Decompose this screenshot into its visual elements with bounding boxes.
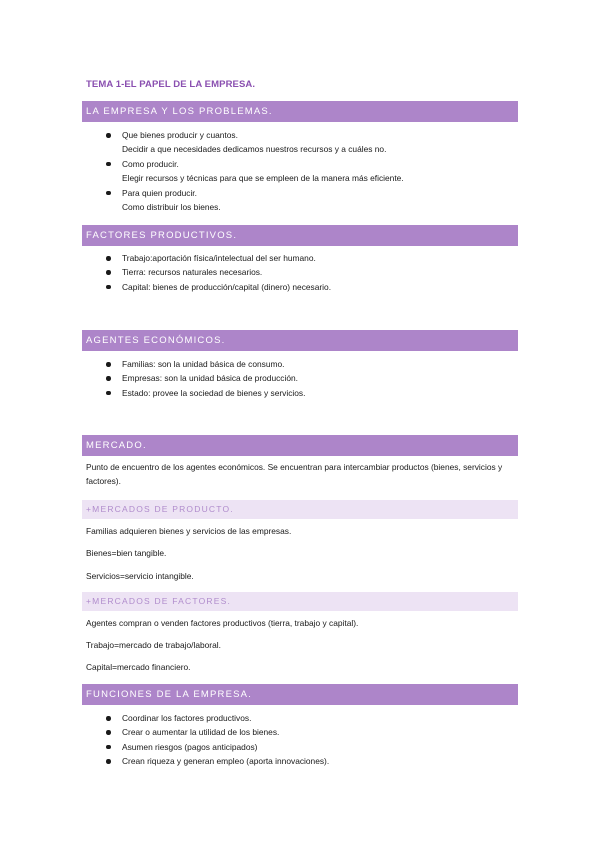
list-item-text: Crear o aumentar la utilidad de los bienes. bbox=[122, 727, 280, 738]
list-item bbox=[82, 157, 518, 186]
section-heading-agentes: AGENTES ECONÓMICOS. bbox=[82, 330, 518, 351]
mercado-intro: Punto de encuentro de los agentes económicos. Se encuentran para intercambiar productos (bienes, servicios y factores). bbox=[86, 462, 503, 487]
document-title: TEMA 1-EL PAPEL DE LA EMPRESA. bbox=[86, 79, 256, 90]
list-item-text: Como producir. bbox=[122, 158, 179, 169]
list-item bbox=[82, 386, 518, 400]
list-item-detail: Decidir a que necesidades dedicamos nuestros recursos y a cuáles no. bbox=[122, 144, 387, 155]
list-item bbox=[82, 280, 518, 294]
list-item bbox=[82, 740, 518, 754]
list-item-text: Trabajo:aportación física/intelectual del ser humano. bbox=[122, 253, 316, 263]
section-heading-factores: FACTORES PRODUCTIVOS. bbox=[82, 225, 518, 246]
producto-line: Bienes=bien tangible. bbox=[86, 548, 167, 558]
list-item bbox=[82, 251, 518, 265]
list-item bbox=[82, 128, 518, 157]
bullet-icon bbox=[106, 256, 111, 261]
bullet-icon bbox=[106, 745, 111, 750]
list-item-text: Coordinar los factores productivos. bbox=[122, 713, 252, 723]
bullet-icon bbox=[106, 376, 111, 381]
list-item-text: Crean riqueza y generan empleo (aporta innovaciones). bbox=[122, 756, 330, 767]
list-item bbox=[82, 711, 518, 725]
producto-line: Servicios=servicio intangible. bbox=[86, 571, 194, 581]
bullet-icon bbox=[106, 391, 111, 396]
bullet-icon bbox=[106, 133, 111, 138]
section-heading-funciones: FUNCIONES DE LA EMPRESA. bbox=[82, 684, 518, 705]
list-item bbox=[82, 186, 518, 215]
bullet-icon bbox=[106, 162, 111, 167]
list-item-text: Empresas: son la unidad básica de producción. bbox=[122, 373, 298, 384]
section-heading-mercado: MERCADO. bbox=[82, 435, 518, 456]
factores-list bbox=[82, 251, 518, 294]
factores-line: Trabajo=mercado de trabajo/laboral. bbox=[86, 640, 221, 650]
subsection-heading-factores: +MERCADOS DE FACTORES. bbox=[82, 592, 518, 611]
bullet-icon bbox=[106, 191, 111, 196]
agentes-list bbox=[82, 357, 518, 400]
funciones-list bbox=[82, 711, 518, 769]
list-item-text: Asumen riesgos (pagos anticipados) bbox=[122, 741, 258, 752]
list-item-detail: Elegir recursos y técnicas para que se empleen de la manera más eficiente. bbox=[122, 173, 404, 184]
list-item bbox=[82, 357, 518, 371]
list-item bbox=[82, 265, 518, 279]
list-item-text: Capital: bienes de producción/capital (dinero) necesario. bbox=[122, 281, 332, 292]
list-item bbox=[82, 725, 518, 739]
subsection-heading-producto: +MERCADOS DE PRODUCTO. bbox=[82, 500, 518, 519]
list-item bbox=[82, 754, 518, 768]
bullet-icon bbox=[106, 285, 111, 290]
list-item-text: Que bienes producir y cuantos. bbox=[122, 130, 238, 140]
list-item-text: Tierra: recursos naturales necesarios. bbox=[122, 267, 263, 278]
producto-line: Familias adquieren bienes y servicios de las empresas. bbox=[86, 526, 292, 536]
bullet-icon bbox=[106, 716, 111, 721]
bullet-icon bbox=[106, 730, 111, 735]
factores-line: Agentes compran o venden factores productivos (tierra, trabajo y capital). bbox=[86, 618, 359, 628]
problemas-list bbox=[82, 128, 518, 214]
list-item-text: Familias: son la unidad básica de consumo. bbox=[122, 359, 285, 369]
section-heading-problemas: LA EMPRESA Y LOS PROBLEMAS. bbox=[82, 101, 518, 122]
factores-line: Capital=mercado financiero. bbox=[86, 662, 191, 672]
list-item-text: Para quien producir. bbox=[122, 187, 197, 198]
bullet-icon bbox=[106, 270, 111, 275]
list-item-text: Estado: provee la sociedad de bienes y servicios. bbox=[122, 387, 306, 398]
bullet-icon bbox=[106, 759, 111, 764]
bullet-icon bbox=[106, 362, 111, 367]
list-item-detail: Como distribuir los bienes. bbox=[122, 202, 221, 213]
list-item bbox=[82, 371, 518, 385]
